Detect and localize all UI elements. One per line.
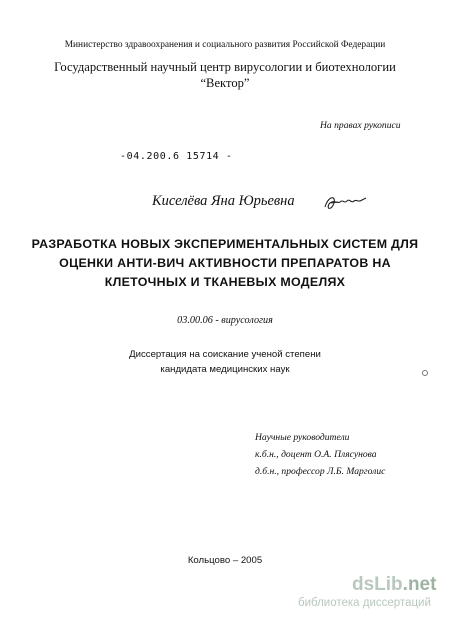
- registration-stamp: -04.200.6 15714 -: [120, 151, 233, 162]
- institution-name-line1: Государственный научный центр вирусологии и биотехнологии: [54, 60, 396, 74]
- specialty-code: 03.00.06 - вирусология: [177, 315, 273, 326]
- author-name: Киселёва Яна Юрьевна: [152, 193, 295, 209]
- institution-name-line2: “Вектор”: [200, 76, 250, 90]
- watermark-logo-main: dsLib: [352, 574, 403, 595]
- supervisors-heading: Научные руководители: [255, 432, 350, 443]
- supervisor-item: д.б.н., профессор Л.Б. Марголис: [255, 466, 386, 477]
- degree-line2: кандидата медицинских наук: [160, 364, 290, 375]
- supervisor-item: к.б.н., доцент О.А. Плясунова: [255, 449, 377, 460]
- dslib-watermark-subtitle: библиотека диссертаций: [298, 597, 431, 609]
- author-signature: [322, 192, 368, 214]
- place-and-year: Кольцово – 2005: [187, 555, 263, 566]
- dissertation-title-line3: КЛЕТОЧНЫХ И ТКАНЕВЫХ МОДЕЛЯХ: [104, 275, 346, 289]
- scan-mark: [422, 370, 428, 376]
- ministry-line: Министерство здравоохранения и социального развития Российской Федерации: [64, 40, 386, 50]
- watermark-logo-tld: .net: [402, 574, 437, 595]
- dslib-watermark-logo: [352, 574, 436, 596]
- manuscript-rights-note: На правах рукописи: [320, 120, 401, 131]
- degree-line1: Диссертация на соискание ученой степени: [129, 349, 321, 360]
- dissertation-title-line1: РАЗРАБОТКА НОВЫХ ЭКСПЕРИМЕНТАЛЬНЫХ СИСТЕМ ДЛЯ: [31, 237, 419, 251]
- dissertation-title-line2: ОЦЕНКИ АНТИ-ВИЧ АКТИВНОСТИ ПРЕПАРАТОВ НА: [59, 256, 391, 270]
